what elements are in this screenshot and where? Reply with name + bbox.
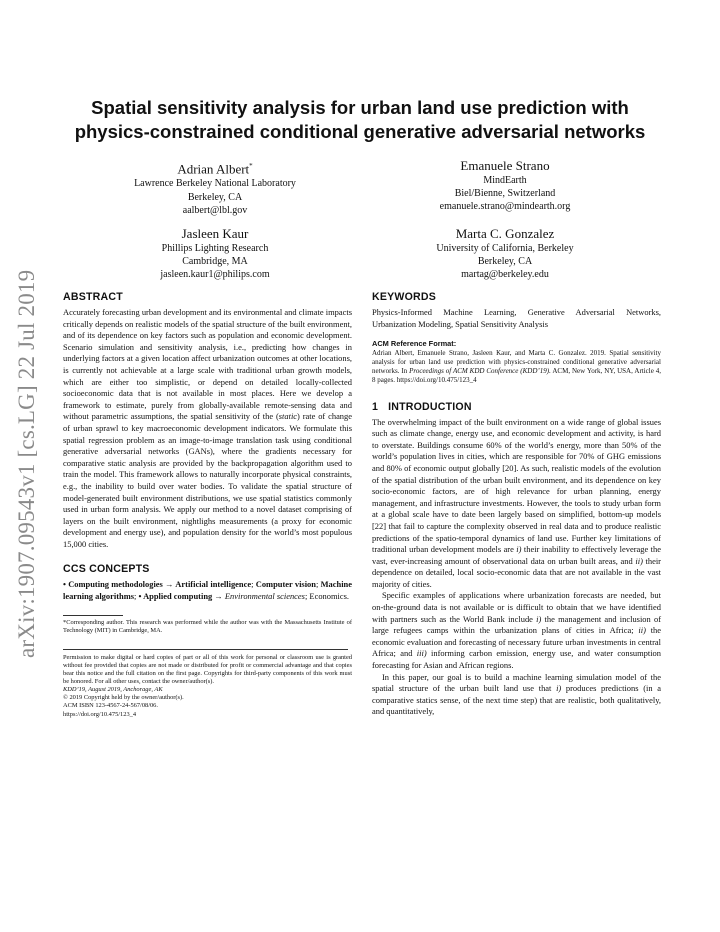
corresponding-author-footnote: *Corresponding author. This research was performed while the author was with the Massachusetts Institute of Technology (MIT) in Cambridge, MA. [63,618,352,634]
footnote-rule [63,615,123,616]
author-location: Biel/Bienne, Switzerland [454,188,556,200]
left-column [63,290,352,719]
title-line-2: physics-constrained conditional generative adversarial networks [74,121,646,142]
author-affiliation: University of California, Berkeley [436,243,574,254]
author-email[interactable]: martag@berkeley.edu [461,269,549,281]
author-name: Jasleen Kaur [181,226,249,241]
author-block-kaur [90,226,340,282]
paper-title [0,96,720,144]
author-block-albert [90,158,340,217]
keywords-heading: KEYWORDS [372,291,436,303]
permission-text: Permission to make digital or hard copies of part or all of this work for personal or classroom use is granted without fee provided that copies are not made or distributed for profit or commercial advantage and that copies bear this notice and the full citation on the first page. Copyrights for third-party components of this work must be honored. For all other uses, contact the owner/author(s). [63,653,352,686]
author-email[interactable]: jasleen.kaur1@philips.com [160,269,270,281]
title-line-1: Spatial sensitivity analysis for urban land use prediction with [91,97,629,118]
intro-paragraph-1: The overwhelming impact of the built environment on a wide range of global issues such as climate change, energy use, and economic development and activity, is hard to overstate. Buildings consume 60% of the world’s energy, more than 50% of the world’s population lives in cities, which are responsible for 70% of GHG emissions and 80% of economic output globally [20]. As such, realistic models of the evolution of the spatial distribution of the urban built environment, and its dependence on key socio-economic factors, are of high relevance for urban planning, energy management, and infrastructure investments. However, the tools to study urban form at a global scale have to date been largely based on simplified, bottom-up models [22] that fail to capture the complexity observed in real data and to produce realistic predictions of the spatio-temporal dynamics of land use. Further key limitations of traditional urban development models are i) their inability to effectively leverage the vast, ever-increasing amount of observational data on urban built areas, and ii) their dependence on detailed, local socio-economic data that are not available in the vast majority of cities. [372,416,661,589]
acm-reference-heading: ACM Reference Format: [372,339,457,349]
author-location: Berkeley, CA [187,191,243,203]
author-block-gonzalez [380,226,630,282]
isbn-line: ACM ISBN 123-4567-24-567/08/06. [63,702,158,710]
ccs-heading: CCS CONCEPTS [63,563,150,576]
acm-reference-text: Adrian Albert, Emanuele Strano, Jasleen Kaur, and Marta C. Gonzalez. 2019. Spatial sensitivity analysis for urban land use prediction with physics-constrained conditional generative adversarial networks. In Proceedings of ACM KDD Conference (KDD’19). ACM, New York, NY, USA, Article 4, 8 pages. https://doi.org/10.475/123_4 [372,349,662,385]
author-block-strano [380,158,630,214]
permission-rule [63,649,348,650]
intro-paragraph-2: Specific examples of applications where urbanization forecasts are needed, but on-the-ground data is not available or is difficult to obtain that we have identified with partners such as the World Bank include i) the management and inclusion of large refugees camps within the urbanization plans of cities in Africa; ii) the economic evaluation and forecasting of necessary future urban investments in central Africa; and iii) informing carbon emission, energy use, and water consumption forecasting for Asian and African regions. [372,590,662,671]
author-affiliation: MindEarth [483,175,527,186]
keywords-text: Physics-Informed Machine Learning, Generative Adversarial Networks, Urbanization Modeling, Spatial Sensitivity Analysis [372,307,661,329]
permission-block [63,654,352,719]
right-column [372,290,661,718]
arxiv-identifier: arXiv:1907.09543v1 [cs.LG] 22 Jul 2019 [14,269,39,658]
author-location: Berkeley, CA [477,256,533,268]
author-name: Emanuele Strano [460,158,550,173]
author-name: Adrian Albert* [177,161,253,177]
author-affiliation: Lawrence Berkeley National Laboratory [134,178,296,190]
author-location: Cambridge, MA [182,256,248,268]
author-email[interactable]: emanuele.strano@mindearth.org [439,201,571,213]
author-email[interactable]: aalbert@lbl.gov [182,204,248,216]
copyright-line: © 2019 Copyright held by the owner/author(s). [63,694,184,702]
doi-line[interactable]: https://doi.org/10.475/123_4 [63,710,137,718]
abstract-text: Accurately forecasting urban development and its environmental and climate impacts critically depends on realistic models of the spatial structure of the built environment, and of its dependence on key factors such as population and economic development. Scenario simulation and sensitivity analysis, i.e., predicting how changes in underlying factors at a given location affect urbanization outcomes at other locations, is currently not achievable at a large scale with traditional urban growth models, which are either too simplistic, or depend on detailed locally-collected socioeconomic data that is not available in most places. Here we develop a framework to estimate, purely from globally-available remote-sensing data and without parametric assumptions, the spatial sensitivity of the (static) rate of change of urban sprawl to key macroeconomic development indicators. We formulate this spatial regression problem as an image-to-image translation task using conditional generative adversarial networks (GANs), where the gradients necessary for comparative static analysis are provided by the backpropagation algorithm used to train the model. This framework allows to naturally incorporate physical constraints, e.g., the inability to build over water bodies. To validate the spatial structure of model-generated built environment distributions, we use spatial statistics commonly used in urban form analysis. We apply our method to a novel dataset comprising of layers on the built environment, nightlighs measurements (a proxy for economic development and energy use), and population density for the world’s most populous 15,000 cities. [63,307,352,549]
author-affiliation: Phillips Lighting Research [161,243,269,254]
venue-line: KDD’19, August 2019, Anchorage, AK [63,686,163,694]
author-name: Marta C. Gonzalez [455,226,555,241]
ccs-text: • Computing methodologies → Artificial intelligence; Computer vision; Machine learning algorithms; • Applied computing → Environmental sciences; Economics. [63,579,352,602]
intro-paragraph-3: In this paper, our goal is to build a machine learning simulation model of the spatial structure of the urban built land use that i) produces predictions (in a comparative statics sense, of the next time step) that are realistic, both qualitatively, and quantitatively, [372,671,661,717]
abstract-heading: ABSTRACT [63,291,123,303]
introduction-heading: 1 INTRODUCTION [372,400,472,413]
